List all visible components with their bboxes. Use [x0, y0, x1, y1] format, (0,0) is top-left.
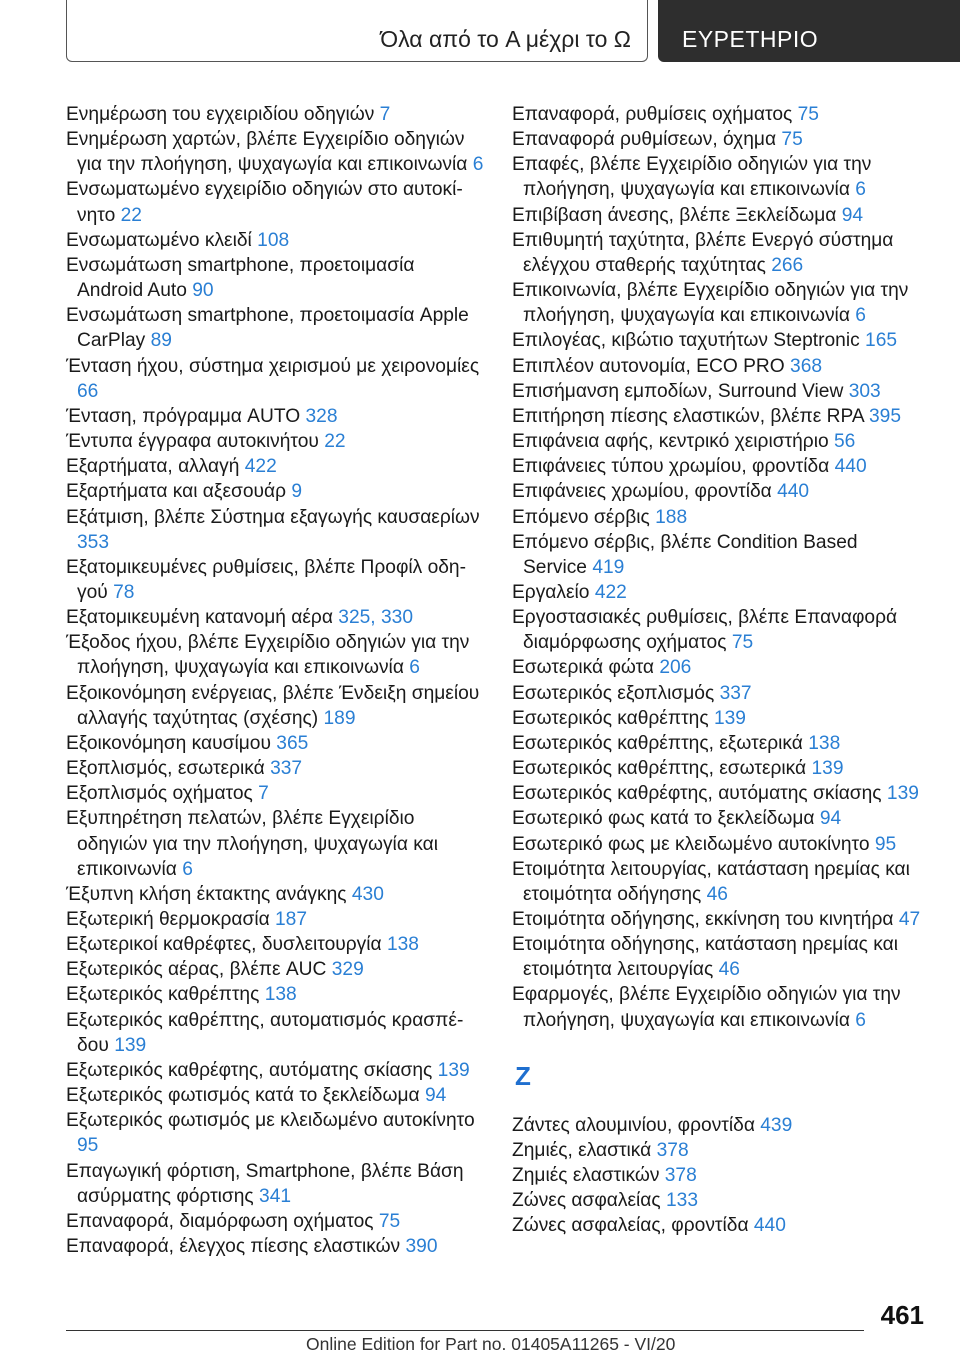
page-reference-link[interactable]: 75	[797, 104, 819, 125]
index-entry-text: Επαγωγική φόρτιση, Smartphone, βλέπε Βάση ασύρματης φόρτισης	[66, 1160, 464, 1207]
index-entry	[512, 907, 922, 932]
page-reference-link[interactable]: 341	[259, 1185, 292, 1207]
index-entry	[66, 630, 484, 680]
page-reference-link[interactable]: 56	[834, 431, 856, 453]
index-entry-text: Επιφάνειες χρωμίου, φροντίδα	[512, 481, 772, 503]
index-entry	[66, 882, 484, 907]
index-entry-text: Ζημιές, ελαστικά	[512, 1139, 652, 1161]
page-reference-link[interactable]: 138	[264, 984, 297, 1006]
page-reference-link[interactable]: 439	[760, 1114, 793, 1136]
page-reference-link[interactable]: 440	[777, 481, 810, 503]
index-entry-text: Ενημέρωση χαρτών, βλέπε Εγχειρίδιο οδηγιών για την πλοήγηση, ψυχαγωγία και επικοινωνία	[66, 129, 468, 176]
index-entry-text: Εσωτερικά φώτα	[512, 657, 654, 679]
index-entry	[66, 1108, 484, 1158]
index-entry-text: Ενσωματωμένο εγχειρίδιο οδηγιών στο αυτοκίνητο	[66, 179, 463, 226]
index-entry-text: Επόμενο σέρβις, βλέπε Condition Based Service	[512, 531, 858, 578]
page-reference-link[interactable]: 6	[855, 305, 866, 327]
index-entry-text: Εξωτερικός φωτισμός με κλειδωμένο αυτοκίνητο	[66, 1110, 475, 1132]
index-entry-text: Εργαλείο	[512, 581, 590, 603]
index-entry-text: Ζάντες αλουμινίου, φροντίδα	[512, 1114, 755, 1136]
index-entry-text: Ζημιές ελαστικών	[512, 1165, 660, 1187]
index-entry	[66, 1209, 484, 1234]
page-reference-link[interactable]: 46	[718, 959, 740, 981]
index-entry-text: Έξοδος ήχου, βλέπε Εγχειρίδιο οδηγιών για την πλοήγηση, ψυχαγωγία και επικοινωνία	[66, 632, 470, 679]
index-entry	[512, 479, 922, 504]
page-reference-link[interactable]: 206	[659, 657, 692, 679]
page-reference-link[interactable]: 78	[113, 581, 135, 603]
page-reference-link[interactable]: 139	[114, 1034, 147, 1056]
page-reference-link[interactable]: 378	[664, 1165, 697, 1187]
index-entry-text: Επαναφορά, έλεγχος πίεσης ελαστικών	[66, 1236, 401, 1258]
page-reference-link[interactable]: 325, 330	[338, 607, 413, 629]
index-entry	[66, 982, 484, 1007]
index-entry	[512, 982, 922, 1032]
index-entry	[512, 1188, 922, 1213]
index-entry	[66, 555, 484, 605]
page-reference-link[interactable]: 390	[405, 1236, 438, 1258]
index-entry	[512, 580, 922, 605]
index-entry	[66, 479, 484, 504]
page-reference-link[interactable]: 329	[331, 959, 364, 981]
index-entry	[66, 756, 484, 781]
index-entry-text: Επιπλέον αυτονομία, ECO PRO	[512, 355, 785, 377]
index-entry-text: Επικοινωνία, βλέπε Εγχειρίδιο οδηγιών για την πλοήγηση, ψυχαγωγία και επικοινωνία	[512, 280, 909, 327]
index-entry-text: Εξωτερικός καθρέφτης, αυτόματης σκίασης	[66, 1059, 433, 1081]
index-entry	[66, 806, 484, 881]
index-entry-text: Ετοιμότητα οδήγησης, κατάσταση ηρεμίας και ετοιμότητα λειτουργίας	[512, 934, 898, 981]
page-reference-link[interactable]: 94	[841, 204, 864, 226]
index-entry-text: Εξοπλισμός, εσωτερικά	[66, 758, 265, 780]
index-entry	[66, 505, 484, 555]
page-reference-link[interactable]: 6	[409, 657, 420, 679]
index-entry-text: Ένταση ήχου, σύστημα χειρισμού με χειρονομίες	[66, 355, 480, 377]
index-entry	[66, 303, 484, 353]
section-letter: Ζ	[515, 1060, 531, 1091]
index-entry	[66, 177, 484, 227]
page-reference-link[interactable]: 108	[257, 229, 290, 251]
index-entry	[512, 756, 922, 781]
page-reference-link[interactable]: 139	[713, 707, 746, 729]
index-entry-text: Εσωτερικός εξοπλισμός	[512, 682, 715, 704]
index-entry-text: Ενσωματωμένο κλειδί	[66, 229, 252, 251]
index-entry-text: Εσωτερικό φως κατά το ξεκλείδωμα	[512, 808, 815, 830]
page-reference-link[interactable]: 139	[437, 1059, 470, 1081]
index-column-left	[66, 102, 484, 1259]
index-entry-text: Εσωτερικός καθρέπτης	[512, 707, 709, 729]
index-tab[interactable]	[658, 0, 960, 62]
index-entry	[66, 681, 484, 731]
index-entry-text: Επαφές, βλέπε Εγχειρίδιο οδηγιών για την πλοήγηση, ψυχαγωγία και επικοινωνία	[512, 154, 872, 201]
footer-divider	[66, 1330, 864, 1331]
chapter-title: Όλα από το A μέχρι το Ω	[380, 26, 631, 52]
page-reference-link[interactable]: 378	[656, 1139, 689, 1161]
index-entry	[66, 1008, 484, 1058]
index-entry-text: Ζώνες ασφαλείας	[512, 1190, 661, 1212]
index-entry	[66, 605, 484, 630]
page-reference-link[interactable]: 6	[855, 179, 866, 201]
index-title: ΕΥΡΕΤΗΡΙΟ	[682, 26, 819, 52]
page-reference-link[interactable]: 139	[811, 758, 844, 780]
index-entry-text: Εξωτερικός φωτισμός κατά το ξεκλείδωμα	[66, 1085, 420, 1107]
index-entry-text: Επαναφορά ρυθμίσεων, όχημα	[512, 129, 777, 151]
page-reference-link[interactable]: 422	[244, 456, 277, 478]
index-entry-text: Εσωτερικός καθρέφτης, αυτόματης σκίασης	[512, 783, 882, 805]
index-entry	[512, 152, 922, 202]
page-reference-link[interactable]: 440	[834, 456, 867, 478]
index-entry-text: Επαναφορά, διαμόρφωση οχήματος	[66, 1210, 374, 1232]
index-entry	[512, 102, 922, 127]
page-reference-link[interactable]: 368	[790, 355, 823, 377]
index-entry	[512, 127, 922, 152]
index-entry-text: Εξωτερικός αέρας, βλέπε AUC	[66, 959, 327, 981]
index-entry-text: Έξυπνη κλήση έκτακτης ανάγκης	[66, 883, 347, 905]
page-reference-link[interactable]: 75	[731, 632, 754, 654]
index-entry-text: Επόμενο σέρβις	[512, 506, 650, 528]
index-entry	[66, 957, 484, 982]
index-entry	[66, 1234, 484, 1259]
page-reference-link[interactable]: 303	[848, 380, 881, 402]
page-reference-link[interactable]: 365	[276, 732, 309, 754]
index-entry	[512, 530, 922, 580]
index-entries-z	[512, 1113, 922, 1239]
index-entry-text: Επιβίβαση άνεσης, βλέπε Ξεκλείδωμα	[512, 204, 837, 226]
index-entry-text: Εφαρμογές, βλέπε Εγχειρίδιο οδηγιών για την πλοήγηση, ψυχαγωγία και επικοινωνία	[512, 984, 901, 1031]
index-entry	[512, 655, 922, 680]
index-entry	[66, 731, 484, 756]
index-entry	[66, 781, 484, 806]
index-entry-text: Εξατομικευμένη κατανομή αέρα	[66, 607, 333, 629]
index-entry-text: Εξοπλισμός οχήματος	[66, 783, 253, 805]
index-entry	[512, 1213, 922, 1238]
index-entry	[512, 731, 922, 756]
index-entry-text: Ενημέρωση του εγχειριδίου οδηγιών	[66, 104, 375, 125]
page-reference-link[interactable]: 139	[886, 783, 919, 805]
page-reference-link[interactable]: 133	[666, 1190, 699, 1212]
page-reference-link[interactable]: 95	[874, 833, 897, 855]
index-entry-text: Εργοστασιακές ρυθμίσεις, βλέπε Επαναφορά διαμόρφωσης οχήματος	[512, 607, 898, 654]
index-entry-text: Επισήμανση εμποδίων, Surround View	[512, 380, 844, 402]
page-reference-link[interactable]: 22	[324, 431, 346, 453]
index-entry-text: Εσωτερικός καθρέπτης, εξωτερικά	[512, 732, 803, 754]
index-entry	[512, 681, 922, 706]
page-reference-link[interactable]: 75	[781, 129, 803, 151]
index-entry	[66, 1083, 484, 1108]
index-entry	[512, 429, 922, 454]
index-entry-text: Εσωτερικός καθρέπτης, εσωτερικά	[512, 758, 807, 780]
page-reference-link[interactable]: 188	[655, 506, 688, 528]
page-reference-link[interactable]: 66	[77, 380, 99, 402]
page-number: 461	[880, 1300, 924, 1330]
page-reference-link[interactable]: 94	[819, 808, 842, 830]
index-entry	[66, 253, 484, 303]
index-entry	[66, 1159, 484, 1209]
index-entries-e	[512, 102, 922, 1033]
page-reference-link[interactable]: 95	[77, 1135, 99, 1157]
index-entry-text: Εξωτερικοί καθρέφτες, δυσλειτουργία	[66, 934, 382, 956]
index-entry	[512, 228, 922, 278]
page-reference-link[interactable]: 440	[753, 1215, 786, 1237]
index-entry	[512, 706, 922, 731]
page-reference-link[interactable]: 138	[386, 934, 419, 956]
page-reference-link[interactable]: 46	[706, 883, 728, 905]
page-reference-link[interactable]: 187	[275, 909, 308, 930]
index-entry-text: Ενσωμάτωση smartphone, προετοιμασία Apple CarPlay	[66, 305, 469, 352]
index-entry	[512, 278, 922, 328]
page-reference-link[interactable]: 165	[865, 330, 898, 352]
page-reference-link[interactable]: 337	[719, 682, 752, 704]
index-entry	[512, 203, 922, 228]
index-entry	[512, 806, 922, 831]
edition-text: Online Edition for Part no. 01405A11265 - VI/20	[306, 1334, 676, 1354]
index-entry	[512, 932, 922, 982]
index-entry-text: Εξωτερικός καθρέπτης, αυτοματισμός κρασπέδου	[66, 1009, 464, 1056]
index-entry-text: Επιφάνεια αφής, κεντρικό χειριστήριο	[512, 431, 829, 453]
page-reference-link[interactable]: 422	[594, 581, 627, 603]
index-entry-text: Επιθυμητή ταχύτητα, βλέπε Ενεργό σύστημα ελέγχου σταθερής ταχύτητας	[512, 229, 894, 276]
page-reference-link[interactable]: 138	[808, 732, 841, 754]
index-entry	[66, 228, 484, 253]
index-entry	[512, 832, 922, 857]
index-entry	[66, 102, 484, 127]
index-entry	[66, 907, 484, 932]
page-reference-link[interactable]: 328	[305, 405, 338, 427]
index-entry-text: Εξωτερική θερμοκρασία	[66, 909, 270, 930]
chapter-tab[interactable]	[66, 0, 648, 62]
index-entry	[512, 781, 922, 806]
page-reference-link[interactable]: 6	[855, 1009, 866, 1031]
page-reference-link[interactable]: 6	[182, 858, 193, 880]
page-reference-link[interactable]: 75	[378, 1210, 401, 1232]
index-entry-text: Ενσωμάτωση smartphone, προετοιμασία Android Auto	[66, 254, 415, 302]
index-entry	[66, 354, 484, 404]
index-entry-text: Εξαρτήματα, αλλαγή	[66, 456, 240, 478]
page-reference-link[interactable]: 7	[258, 783, 269, 805]
index-entry-text: Εξυπηρέτηση πελατών, βλέπε Εγχειρίδιο οδηγιών για την πλοήγηση, ψυχαγωγία και επικοινωνία	[66, 808, 438, 880]
page-reference-link[interactable]: 337	[270, 758, 303, 780]
page-reference-link[interactable]: 419	[592, 556, 625, 578]
index-entry	[512, 354, 922, 379]
page-reference-link[interactable]: 189	[323, 707, 356, 729]
index-entry	[512, 505, 922, 530]
index-entry-text: Εξατομικευμένες ρυθμίσεις, βλέπε Προφίλ οδηγού	[66, 556, 466, 603]
index-entry-text: Επιλογέας, κιβώτιο ταχυτήτων Steptronic	[512, 330, 860, 352]
index-entry-text: Επιτήρηση πίεσης ελαστικών, βλέπε RPA	[512, 405, 864, 427]
page-reference-link[interactable]: 430	[351, 883, 384, 905]
index-entry	[512, 404, 922, 429]
index-entry-text: Εξοικονόμηση ενέργειας, βλέπε Ένδειξη σημείου αλλαγής ταχύτητας (σχέσης)	[66, 682, 480, 729]
index-entry-text: Έντυπα έγγραφα αυτοκινήτου	[66, 431, 319, 453]
index-entry-text: Επαναφορά, ρυθμίσεις οχήματος	[512, 104, 793, 125]
index-entry	[512, 328, 922, 353]
index-entry	[512, 1163, 922, 1188]
index-entry-text: Επιφάνειες τύπου χρωμίου, φροντίδα	[512, 456, 830, 478]
index-entry	[512, 454, 922, 479]
index-entry-text: Εξαρτήματα και αξεσουάρ	[66, 481, 287, 503]
index-entry	[512, 1138, 922, 1163]
page-reference-link[interactable]: 9	[291, 481, 303, 503]
page-reference-link[interactable]: 47	[898, 909, 921, 930]
page-reference-link[interactable]: 7	[379, 104, 391, 125]
index-entry-text: Εξοικονόμηση καυσίμου	[66, 732, 271, 754]
page-reference-link[interactable]: 6	[472, 154, 484, 176]
index-entry-text: Ετοιμότητα οδήγησης, εκκίνηση του κινητήρα	[512, 909, 894, 930]
index-entry-text: Ετοιμότητα λειτουργίας, κατάσταση ηρεμίας και ετοιμότητα οδήγησης	[512, 858, 910, 905]
index-entry-text: Ζώνες ασφαλείας, φροντίδα	[512, 1215, 749, 1237]
page-reference-link[interactable]: 94	[424, 1085, 447, 1107]
index-entry	[512, 379, 922, 404]
index-entry	[66, 404, 484, 429]
page-header	[0, 0, 960, 66]
index-entry	[66, 932, 484, 957]
page-reference-link[interactable]: 89	[150, 330, 172, 352]
index-entry	[512, 857, 922, 907]
index-entry-text: Εξωτερικός καθρέπτης	[66, 984, 260, 1006]
page-reference-link[interactable]: 353	[77, 531, 110, 553]
index-entry-text: Εσωτερικό φως με κλειδωμένο αυτοκίνητο	[512, 833, 870, 855]
index-column-right	[512, 102, 922, 1239]
page-reference-link[interactable]: 22	[120, 204, 142, 226]
index-entry	[66, 1058, 484, 1083]
index-entry	[512, 1113, 922, 1138]
page-reference-link[interactable]: 395	[868, 405, 901, 427]
index-entry	[66, 429, 484, 454]
index-entry	[66, 454, 484, 479]
page-reference-link[interactable]: 90	[192, 280, 214, 302]
index-entry-text: Ένταση, πρόγραμμα AUTO	[66, 405, 301, 427]
index-entry-text: Εξάτμιση, βλέπε Σύστημα εξαγωγής καυσαερίων	[66, 506, 480, 528]
index-entry	[66, 127, 484, 177]
index-entry	[512, 605, 922, 655]
page-reference-link[interactable]: 266	[771, 254, 804, 276]
